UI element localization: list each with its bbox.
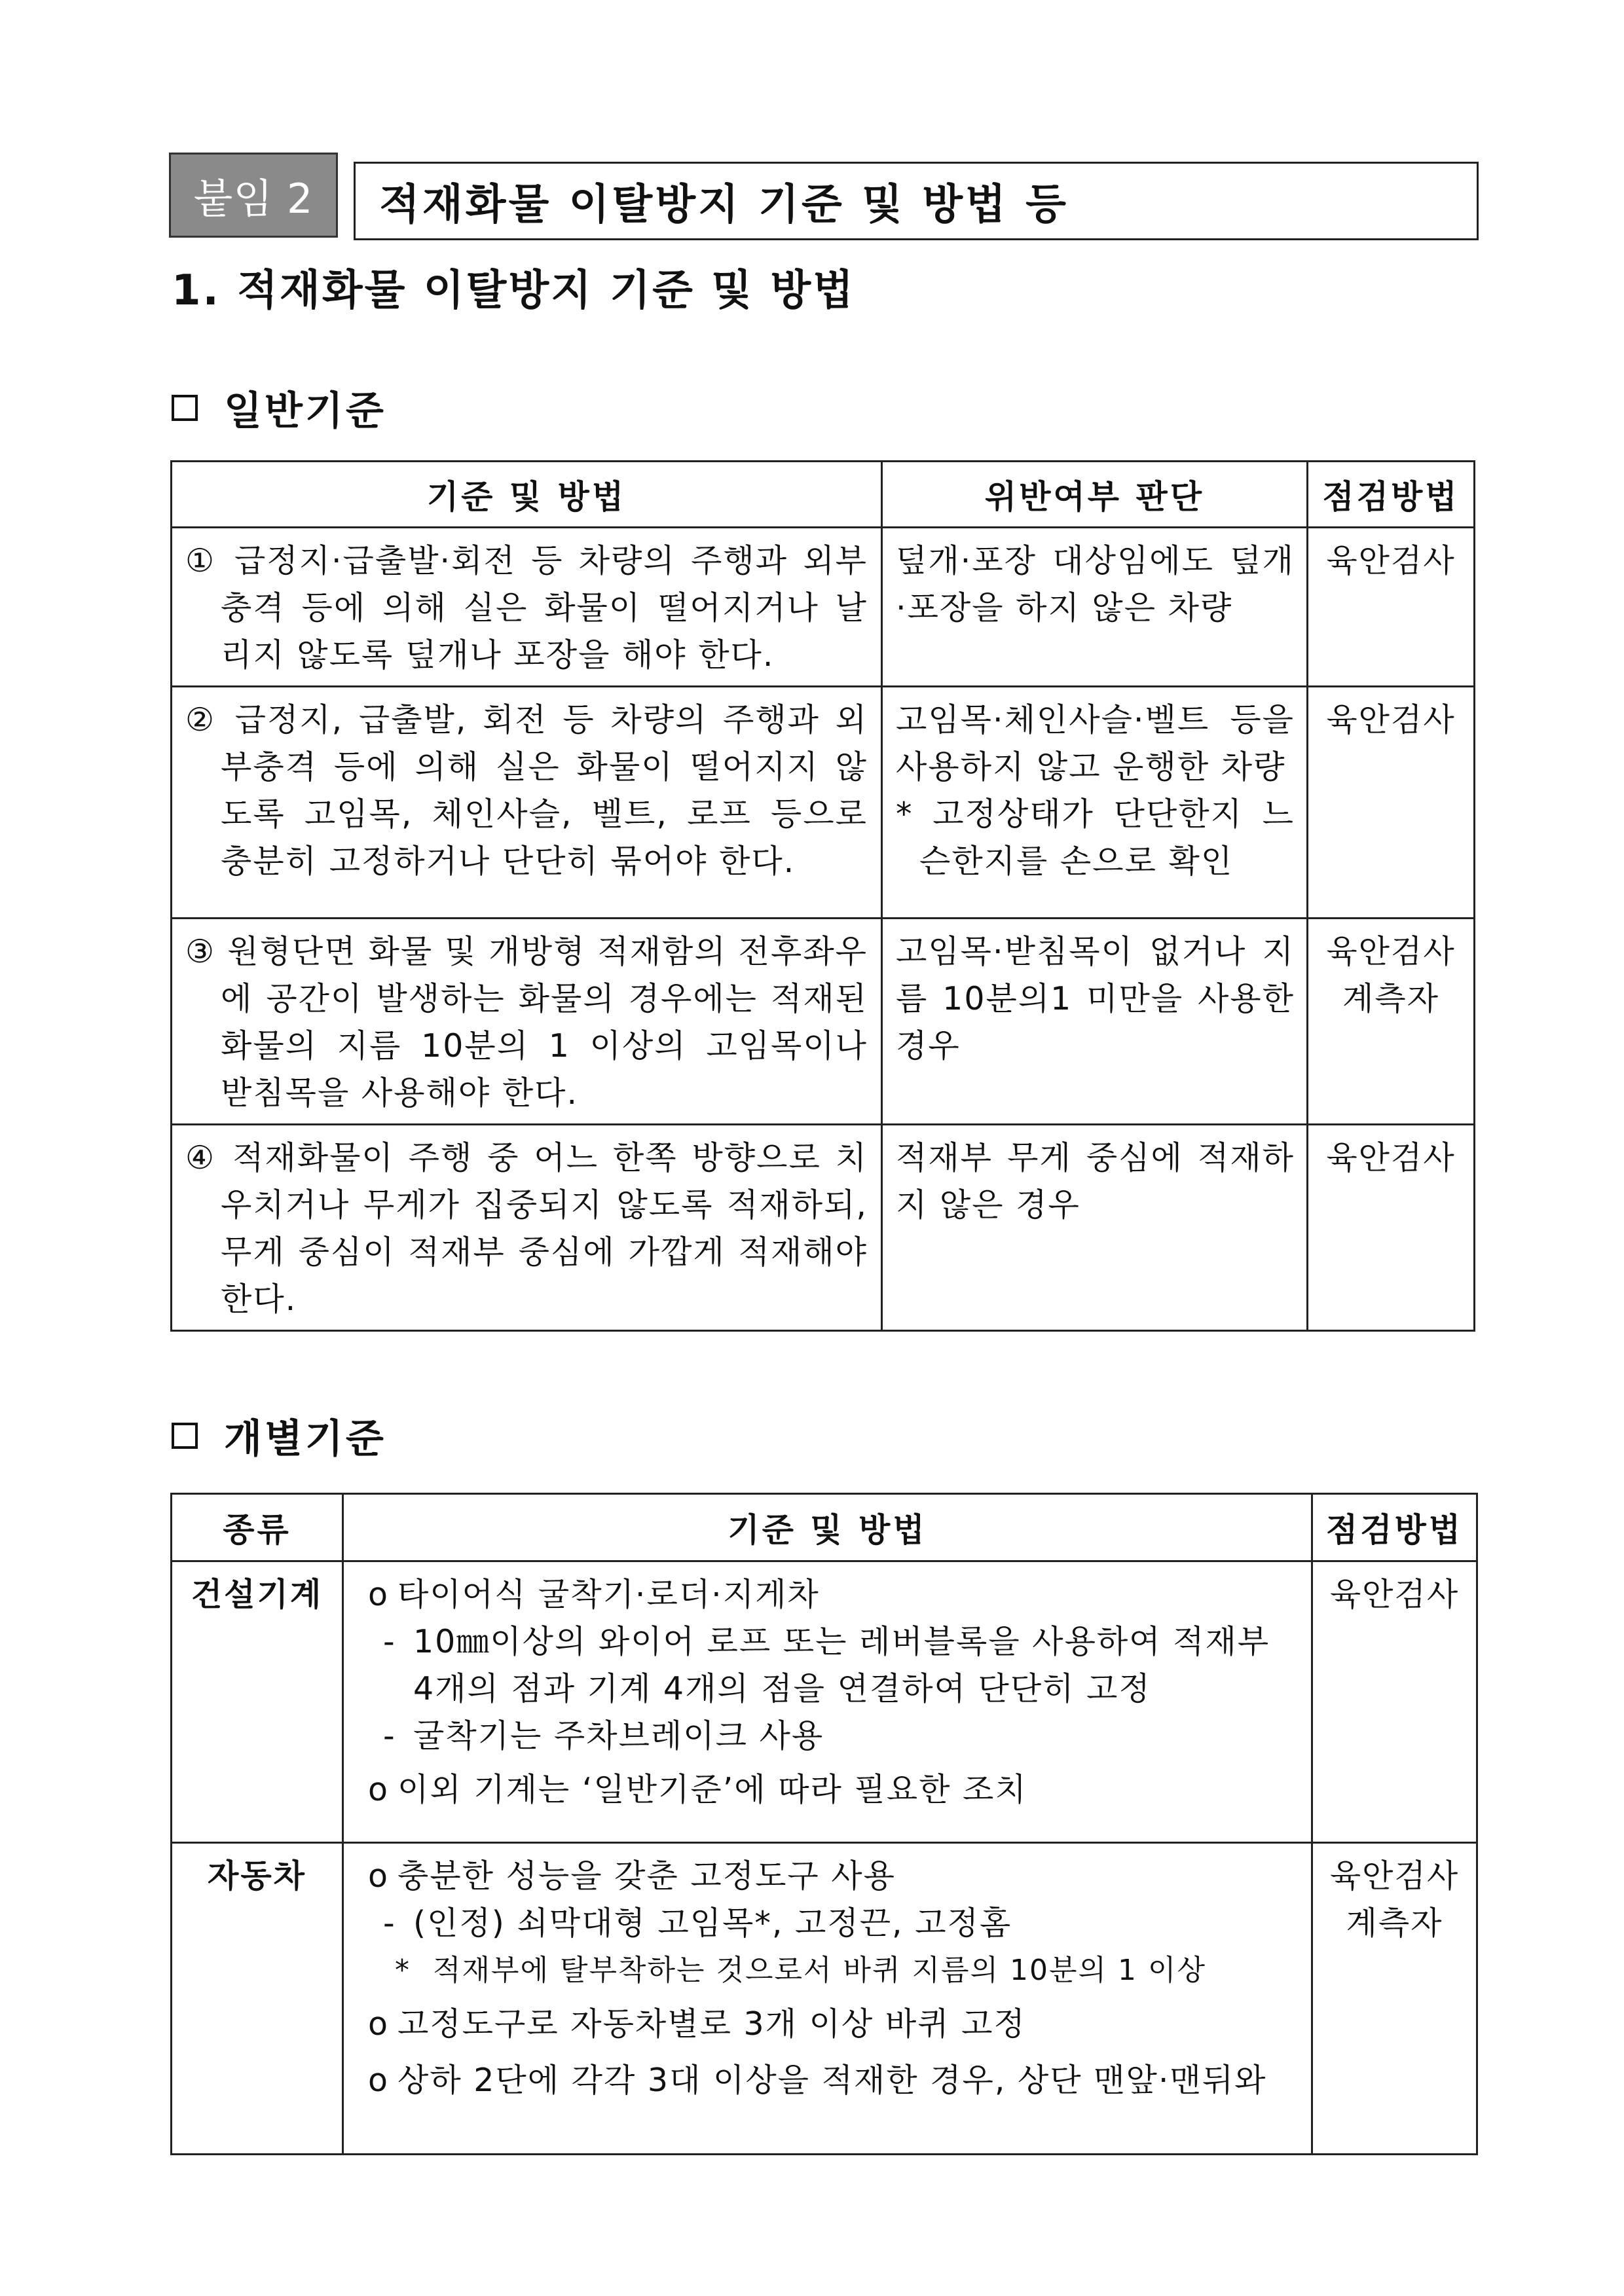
list-item: - (인정) 쇠막대형 고임목*, 고정끈, 고정홈 xyxy=(360,1900,1298,1947)
list-item: o 이외 기계는 ‘일반기준’에 따라 필요한 조치 xyxy=(360,1766,1298,1813)
appendix-title: 적재화물 이탈방지 기준 및 방법 등 xyxy=(354,162,1479,240)
criterion-cell: ③ 원형단면 화물 및 개방형 적재함의 전후좌우에 공간이 발생하는 화물의 경우에는 적재된 화물의 지름 10분의 1 이상의 고임목이나 받침목을 사용해야 한다. xyxy=(172,919,882,1125)
method-cell xyxy=(343,1561,1312,1843)
checkbox-icon xyxy=(172,1423,198,1449)
general-heading xyxy=(172,380,386,436)
checkbox-icon xyxy=(172,395,198,421)
circle-bullet-icon: o xyxy=(368,2005,389,2043)
inspection-cell: 육안검사 계측자 xyxy=(1312,1843,1477,2155)
individual-heading xyxy=(172,1408,386,1464)
list-item: o 타이어식 굴착기·로더·지게차 xyxy=(360,1571,1298,1618)
inspection-cell: 육안검사 xyxy=(1308,528,1475,687)
table-header-row xyxy=(172,462,1475,528)
criterion-cell: ① 급정지·급출발·회전 등 차량의 주행과 외부충격 등에 의해 실은 화물이 떨어지거나 날리지 않도록 덮개나 포장을 해야 한다. xyxy=(172,528,882,687)
column-header: 기준 및 방법 xyxy=(343,1494,1312,1561)
list-item: o 고정도구로 자동차별로 3개 이상 바퀴 고정 xyxy=(360,2001,1298,2048)
individual-heading-label: 개별기준 xyxy=(224,1416,386,1462)
inspection-cell: 육안검사 xyxy=(1312,1561,1477,1843)
individual-criteria-table xyxy=(170,1493,1478,2155)
dash-bullet-icon: - xyxy=(383,1717,396,1755)
list-item: - 굴착기는 주차브레이크 사용 xyxy=(360,1713,1298,1760)
table-row xyxy=(172,1561,1477,1843)
circle-bullet-icon: o xyxy=(368,2062,389,2099)
appendix-badge: 붙임 2 xyxy=(169,153,338,238)
column-header: 점검방법 xyxy=(1308,462,1475,528)
judgment-cell xyxy=(882,687,1308,919)
appendix-header xyxy=(169,153,1479,238)
list-item: o 충분한 성능을 갖춘 고정도구 사용 xyxy=(360,1853,1298,1900)
judgment-cell xyxy=(882,1125,1308,1331)
circle-bullet-icon: o xyxy=(368,1771,389,1808)
table-row xyxy=(172,919,1475,1125)
circle-bullet-icon: o xyxy=(368,1576,389,1613)
circle-bullet-icon: o xyxy=(368,1857,389,1895)
judgment-cell xyxy=(882,919,1308,1125)
inspection-cell: 육안검사 xyxy=(1308,1125,1475,1331)
dash-bullet-icon: - xyxy=(383,1904,396,1942)
general-criteria-table xyxy=(170,460,1475,1332)
list-item: o 상하 2단에 각각 3대 이상을 적재한 경우, 상단 맨앞·맨뒤와 xyxy=(360,2057,1298,2104)
dash-bullet-icon: - xyxy=(383,1623,396,1660)
table-row xyxy=(172,528,1475,687)
judgment-text: 덮개·포장 대상임에도 덮개·포장을 하지 않은 차량 xyxy=(896,542,1295,627)
inspection-cell: 육안검사 계측자 xyxy=(1308,919,1475,1125)
criterion-cell: ④ 적재화물이 주행 중 어느 한쪽 방향으로 치우치거나 무게가 집중되지 않도록 적재하되, 무게 중심이 적재부 중심에 가깝게 적재해야 한다. xyxy=(172,1125,882,1331)
table-row xyxy=(172,687,1475,919)
table-header-row xyxy=(172,1494,1477,1561)
column-header: 점검방법 xyxy=(1312,1494,1477,1561)
general-heading-label: 일반기준 xyxy=(224,388,386,434)
judgment-note: * 고정상태가 단단한지 느슨한지를 손으로 확인 xyxy=(896,795,1295,880)
method-cell xyxy=(343,1843,1312,2155)
column-header: 위반여부 판단 xyxy=(882,462,1308,528)
asterisk-icon: * xyxy=(395,1954,411,1987)
judgment-cell xyxy=(882,528,1308,687)
inspection-cell: 육안검사 xyxy=(1308,687,1475,919)
list-item: - 10㎜이상의 와이어 로프 또는 레버블록을 사용하여 적재부 4개의 점과 기계 4개의 점을 연결하여 단단히 고정 xyxy=(360,1618,1298,1713)
footnote: * 적재부에 탈부착하는 것으로서 바퀴 지름의 10분의 1 이상 xyxy=(395,1954,1206,1987)
judgment-text: 적재부 무게 중심에 적재하지 않은 경우 xyxy=(896,1139,1295,1224)
judgment-text: 고임목·받침목이 없거나 지름 10분의1 미만을 사용한 경우 xyxy=(896,933,1295,1065)
kind-cell: 자동차 xyxy=(172,1843,343,2155)
section-title: 1. 적재화물 이탈방지 기준 및 방법 xyxy=(172,266,855,315)
column-header: 종류 xyxy=(172,1494,343,1561)
table-row xyxy=(172,1843,1477,2155)
table-row xyxy=(172,1125,1475,1331)
kind-cell: 건설기계 xyxy=(172,1561,343,1843)
column-header: 기준 및 방법 xyxy=(172,462,882,528)
criterion-cell: ② 급정지, 급출발, 회전 등 차량의 주행과 외부충격 등에 의해 실은 화물이 떨어지지 않도록 고임목, 체인사슬, 벨트, 로프 등으로 충분히 고정하거나 단단히 묶어야 한다. xyxy=(172,687,882,919)
judgment-text: 고임목·체인사슬·벨트 등을 사용하지 않고 운행한 차량 xyxy=(896,701,1295,786)
